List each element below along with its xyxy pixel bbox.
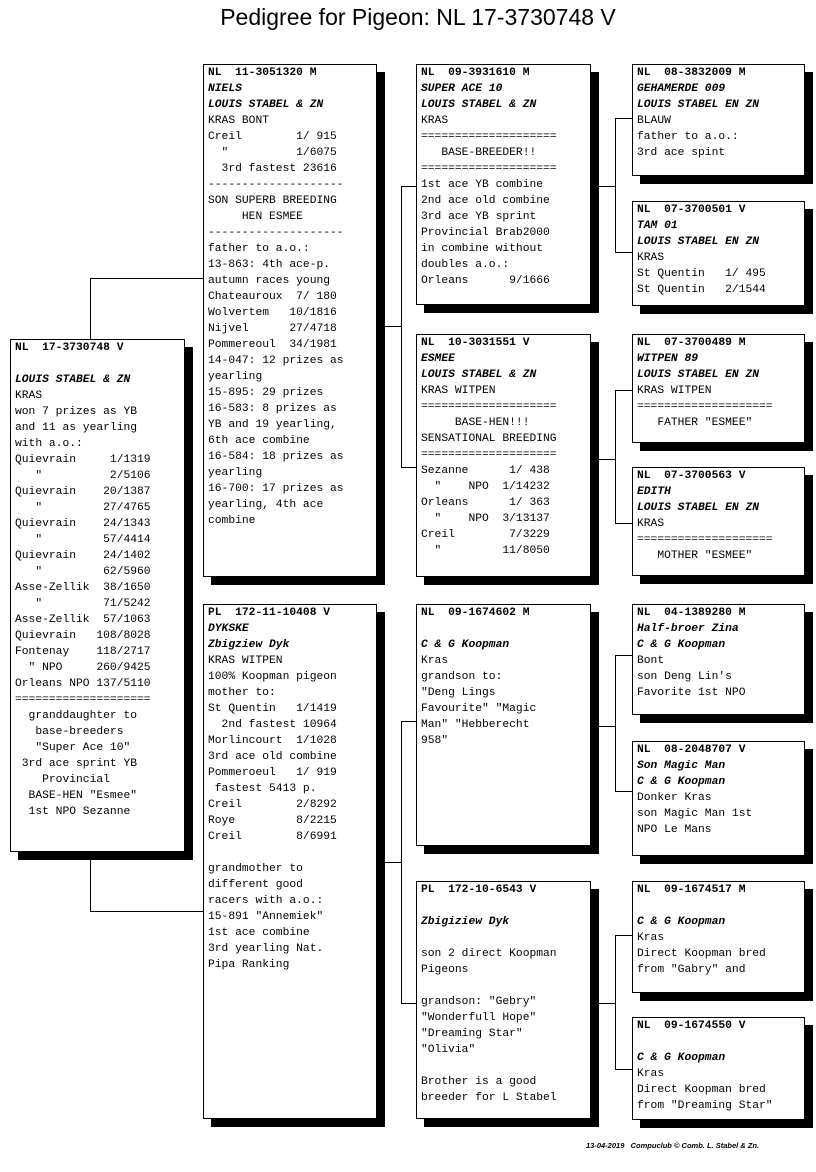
pedigree-line: 16-584: 18 prizes as xyxy=(208,451,344,463)
ring-number: NL 11-3051320 M xyxy=(208,67,317,79)
connector-line xyxy=(615,523,633,524)
pedigree-line: 3rd ace spint xyxy=(637,147,726,159)
pedigree-line: 1st ace combine xyxy=(208,927,310,939)
pedigree-line: granddaughter to xyxy=(15,710,138,722)
connector-line xyxy=(90,911,204,912)
connector-line xyxy=(615,1069,633,1070)
pedigree-line: 16-700: 17 prizes as xyxy=(208,483,344,495)
ring-number: NL 10-3031551 V xyxy=(421,337,530,349)
pedigree-line: KRAS xyxy=(637,518,665,530)
pedigree-line xyxy=(421,978,586,994)
pedigree-card-granddam-maternal xyxy=(416,881,591,1119)
pedigree-line: Orleans 1/ 363 xyxy=(421,497,550,509)
pedigree-line: " 57/4414 xyxy=(15,534,151,546)
pedigree-line: autumn races young xyxy=(208,275,331,287)
pedigree-line: BASE-HEN "Esmee" xyxy=(15,790,138,802)
pedigree-line: Quievrain 24/1343 xyxy=(15,518,151,530)
pedigree-line: Kras xyxy=(421,655,449,667)
pedigree-line: " 11/8050 xyxy=(421,545,550,557)
ring-number: PL 172-10-6543 V xyxy=(421,884,537,896)
pedigree-line: Pommereoul 34/1981 xyxy=(208,339,337,351)
pedigree-line: yearling, 4th ace xyxy=(208,499,324,511)
pedigree-line: Sezanne 1/ 438 xyxy=(421,465,550,477)
pedigree-line: Quievrain 108/8028 xyxy=(15,630,151,642)
pedigree-line: son 2 direct Koopman xyxy=(421,948,557,960)
pedigree-line: C & G Koopman xyxy=(637,916,726,928)
pedigree-line: 100% Koopman pigeon xyxy=(208,671,337,683)
pedigree-line: LOUIS STABEL & ZN xyxy=(15,374,131,386)
pedigree-line: yearling xyxy=(208,467,263,479)
pedigree-line: " 2/5106 xyxy=(15,470,151,482)
pedigree-line: GEHAMERDE 009 xyxy=(637,83,726,95)
pedigree-line: Quievrain 1/1319 xyxy=(15,454,151,466)
pedigree-card-grandsire-paternal xyxy=(416,64,591,305)
connector-line xyxy=(615,655,633,656)
pedigree-card-ggparent-7 xyxy=(632,881,805,993)
pedigree-line: 3rd fastest 23616 xyxy=(208,163,337,175)
pedigree-line: father to a.o.: xyxy=(208,243,310,255)
pedigree-line: C & G Koopman xyxy=(637,639,726,651)
pedigree-line: Half-broer Zina xyxy=(637,623,739,635)
pedigree-line: ==================== xyxy=(637,401,773,413)
pedigree-card-ggparent-6 xyxy=(632,741,805,856)
pedigree-line: Wolvertem 10/1816 xyxy=(208,307,337,319)
pedigree-line: Kras xyxy=(637,932,665,944)
pedigree-line: Quievrain 20/1387 xyxy=(15,486,151,498)
connector-line xyxy=(615,655,616,792)
pedigree-line: grandson to: xyxy=(421,671,503,683)
pedigree-line: Morlincourt 1/1028 xyxy=(208,735,337,747)
connector-line xyxy=(615,390,633,391)
pedigree-line xyxy=(637,1034,800,1050)
pedigree-line: 16-583: 8 prizes as xyxy=(208,403,337,415)
pedigree-line: Direct Koopman bred xyxy=(637,1084,766,1096)
connector-line xyxy=(615,935,633,936)
pedigree-line: different good xyxy=(208,879,303,891)
pedigree-line: 13-863: 4th ace-p. xyxy=(208,259,331,271)
pedigree-line: -------------------- xyxy=(208,227,344,239)
pedigree-card-ggparent-1 xyxy=(632,64,805,176)
pedigree-line: ==================== xyxy=(15,694,151,706)
pedigree-line: Roye 8/2215 xyxy=(208,815,337,827)
pedigree-line: Donker Kras xyxy=(637,792,712,804)
pedigree-line: SUPER ACE 10 xyxy=(421,83,503,95)
ring-number: NL 08-3832009 M xyxy=(637,67,746,79)
pedigree-line: LOUIS STABEL EN ZN xyxy=(637,236,760,248)
pedigree-line: son Magic Man 1st xyxy=(637,808,753,820)
pedigree-card-ggparent-4 xyxy=(632,467,805,576)
connector-line xyxy=(401,1003,417,1004)
pedigree-line: breeder for L Stabel xyxy=(421,1092,557,1104)
pedigree-line: KRAS WITPEN xyxy=(208,655,283,667)
ring-number: NL 04-1389280 M xyxy=(637,607,746,619)
pedigree-line: 2nd ace old combine xyxy=(421,195,550,207)
connector-line xyxy=(401,721,402,1004)
connector-line xyxy=(401,186,417,187)
footer-credit: 13-04-2019 Compuclub © Comb. L. Stabel & Zn. xyxy=(586,1141,760,1150)
pedigree-line: in combine without xyxy=(421,243,544,255)
pedigree-line xyxy=(421,898,586,914)
pedigree-line: from "Gabry" and xyxy=(637,964,746,976)
pedigree-line: DYKSKE xyxy=(208,623,249,635)
pedigree-line: 2nd fastest 10964 xyxy=(208,719,337,731)
pedigree-line: from "Dreaming Star" xyxy=(637,1100,773,1112)
pedigree-line: 3rd ace old combine xyxy=(208,751,337,763)
pedigree-line: KRAS xyxy=(637,252,665,264)
pedigree-line: Creil 1/ 915 xyxy=(208,131,337,143)
pedigree-card-ggparent-5 xyxy=(632,604,805,715)
pedigree-line: Pigeons xyxy=(421,964,469,976)
pedigree-line: Direct Koopman bred xyxy=(637,948,766,960)
pedigree-line: BASE-HEN!!! xyxy=(421,417,530,429)
pedigree-line: ESMEE xyxy=(421,353,455,365)
pedigree-line: " NPO 260/9425 xyxy=(15,662,151,674)
pedigree-line: racers with a.o.: xyxy=(208,895,324,907)
pedigree-card-granddam-paternal xyxy=(416,334,591,577)
pedigree-line: " NPO 3/13137 xyxy=(421,513,550,525)
pedigree-line: MOTHER "ESMEE" xyxy=(637,550,753,562)
connector-line xyxy=(615,390,616,524)
pedigree-line: LOUIS STABEL & ZN xyxy=(208,99,324,111)
pedigree-card-grandsire-maternal xyxy=(416,604,591,846)
ring-number: NL 09-1674602 M xyxy=(421,607,530,619)
pedigree-line: St Quentin 2/1544 xyxy=(637,284,766,296)
connector-line xyxy=(401,467,417,468)
connector-line xyxy=(615,935,616,1070)
ring-number: NL 09-3931610 M xyxy=(421,67,530,79)
connector-line xyxy=(598,1003,615,1004)
pedigree-line: son Deng Lin's xyxy=(637,671,732,683)
pedigree-line: 3rd ace YB sprint xyxy=(421,211,537,223)
pedigree-card-ggparent-8 xyxy=(632,1017,805,1120)
pedigree-line xyxy=(15,356,180,372)
connector-line xyxy=(401,186,402,468)
page-title: Pedigree for Pigeon: NL 17-3730748 V xyxy=(220,4,616,30)
pedigree-line: Zbigiziew Dyk xyxy=(421,916,510,928)
pedigree-line: C & G Koopman xyxy=(637,776,726,788)
pedigree-line: " 27/4765 xyxy=(15,502,151,514)
pedigree-line: "Dreaming Star" xyxy=(421,1028,523,1040)
pedigree-line: BLAUW xyxy=(637,115,671,127)
pedigree-line: YB and 19 yearling, xyxy=(208,419,337,431)
pedigree-line: Provincial Brab2000 xyxy=(421,227,550,239)
pedigree-line: Bont xyxy=(637,655,665,667)
pedigree-line: Orleans 9/1666 xyxy=(421,275,550,287)
pedigree-line: with a.o.: xyxy=(15,438,83,450)
pedigree-line: Quievrain 24/1402 xyxy=(15,550,151,562)
pedigree-line: Fontenay 118/2717 xyxy=(15,646,151,658)
connector-line xyxy=(615,252,633,253)
connector-line xyxy=(615,118,616,253)
pedigree-line: SON SUPERB BREEDING xyxy=(208,195,337,207)
pedigree-line: WITPEN 89 xyxy=(637,353,699,365)
ring-number: NL 07-3700489 M xyxy=(637,337,746,349)
pedigree-line: combine xyxy=(208,515,256,527)
connector-line xyxy=(615,118,633,119)
pedigree-line: " 62/5960 xyxy=(15,566,151,578)
pedigree-line: fastest 5413 p. xyxy=(208,783,317,795)
pedigree-line: "Olivia" xyxy=(421,1044,476,1056)
pedigree-line: 958" xyxy=(421,735,449,747)
pedigree-line: KRAS WITPEN xyxy=(421,385,496,397)
pedigree-line: " NPO 1/14232 xyxy=(421,481,550,493)
pedigree-line: base-breeders xyxy=(15,726,124,738)
pedigree-line: father to a.o.: xyxy=(637,131,739,143)
pedigree-card-ggparent-3 xyxy=(632,334,805,443)
pedigree-line: ==================== xyxy=(421,163,557,175)
connector-line xyxy=(384,326,401,327)
pedigree-line: BASE-BREEDER!! xyxy=(421,147,537,159)
pedigree-line: St Quentin 1/1419 xyxy=(208,703,337,715)
ring-number: NL 07-3700563 V xyxy=(637,470,746,482)
pedigree-line: Asse-Zellik 57/1063 xyxy=(15,614,151,626)
pedigree-card-father xyxy=(203,64,377,577)
connector-line xyxy=(90,278,91,340)
pedigree-line: LOUIS STABEL & ZN xyxy=(421,369,537,381)
pedigree-line: ==================== xyxy=(421,449,557,461)
pedigree-line: "Deng Lings xyxy=(421,687,496,699)
pedigree-line: KRAS xyxy=(15,390,43,402)
pedigree-line: -------------------- xyxy=(208,179,344,191)
pedigree-line: ==================== xyxy=(421,401,557,413)
pedigree-line: 1st NPO Sezanne xyxy=(15,806,131,818)
pedigree-line: St Quentin 1/ 495 xyxy=(637,268,766,280)
pedigree-line: Pipa Ranking xyxy=(208,959,290,971)
pedigree-line: mother to: xyxy=(208,687,276,699)
pedigree-line: grandson: "Gebry" xyxy=(421,996,537,1008)
pedigree-line: C & G Koopman xyxy=(421,639,510,651)
pedigree-line: 15-895: 29 prizes xyxy=(208,387,324,399)
connector-line xyxy=(598,186,615,187)
pedigree-line xyxy=(421,1058,586,1074)
pedigree-line: Favourite" "Magic xyxy=(421,703,537,715)
pedigree-line: KRAS BONT xyxy=(208,115,270,127)
pedigree-line: Chateauroux 7/ 180 xyxy=(208,291,337,303)
pedigree-line: Asse-Zellik 38/1650 xyxy=(15,582,151,594)
pedigree-line: KRAS xyxy=(421,115,449,127)
pedigree-line: 3rd yearling Nat. xyxy=(208,943,324,955)
connector-line xyxy=(598,459,615,460)
pedigree-line: "Super Ace 10" xyxy=(15,742,131,754)
pedigree-line: " 1/6075 xyxy=(208,147,337,159)
pedigree-line: Provincial xyxy=(15,774,110,786)
pedigree-line: yearling xyxy=(208,371,263,383)
pedigree-line: HEN ESMEE xyxy=(208,211,303,223)
pedigree-line xyxy=(421,930,586,946)
pedigree-line: Creil 2/8292 xyxy=(208,799,337,811)
pedigree-line: EDITH xyxy=(637,486,671,498)
connector-line xyxy=(615,791,633,792)
pedigree-line: won 7 prizes as YB xyxy=(15,406,138,418)
pedigree-line xyxy=(208,845,372,861)
connector-line xyxy=(384,862,401,863)
pedigree-line: LOUIS STABEL EN ZN xyxy=(637,99,760,111)
pedigree-line: NIELS xyxy=(208,83,242,95)
ring-number: NL 17-3730748 V xyxy=(15,342,124,354)
connector-line xyxy=(598,726,615,727)
connector-line xyxy=(90,852,91,912)
pedigree-line: Son Magic Man xyxy=(637,760,726,772)
pedigree-line: Creil 8/6991 xyxy=(208,831,337,843)
pedigree-line: LOUIS STABEL & ZN xyxy=(421,99,537,111)
pedigree-line: KRAS WITPEN xyxy=(637,385,712,397)
pedigree-line: SENSATIONAL BREEDING xyxy=(421,433,557,445)
pedigree-line: "Wonderfull Hope" xyxy=(421,1012,537,1024)
pedigree-line: " 71/5242 xyxy=(15,598,151,610)
pedigree-line: Creil 7/3229 xyxy=(421,529,550,541)
pedigree-line: 3rd ace sprint YB xyxy=(15,758,138,770)
pedigree-line: Orleans NPO 137/5110 xyxy=(15,678,151,690)
pedigree-line: TAM 01 xyxy=(637,220,678,232)
pedigree-line: Favorite 1st NPO xyxy=(637,687,746,699)
pedigree-line: Pommeroeul 1/ 919 xyxy=(208,767,337,779)
ring-number: NL 07-3700501 V xyxy=(637,204,746,216)
pedigree-line: Brother is a good xyxy=(421,1076,537,1088)
pedigree-line: grandmother to xyxy=(208,863,303,875)
pedigree-line: C & G Koopman xyxy=(637,1052,726,1064)
pedigree-card-mother xyxy=(203,604,377,1119)
pedigree-line: 14-047: 12 prizes as xyxy=(208,355,344,367)
pedigree-line: 15-891 "Annemiek" xyxy=(208,911,324,923)
pedigree-line: Kras xyxy=(637,1068,665,1080)
pedigree-line: ==================== xyxy=(421,131,557,143)
pedigree-line: doubles a.o.: xyxy=(421,259,510,271)
pedigree-card-ggparent-2 xyxy=(632,201,805,306)
ring-number: PL 172-11-10408 V xyxy=(208,607,331,619)
ring-number: NL 09-1674550 V xyxy=(637,1020,746,1032)
pedigree-line xyxy=(637,898,800,914)
ring-number: NL 09-1674517 M xyxy=(637,884,746,896)
pedigree-line: 6th ace combine xyxy=(208,435,310,447)
connector-line xyxy=(401,721,417,722)
pedigree-line xyxy=(421,621,586,637)
pedigree-line: Zbigziew Dyk xyxy=(208,639,290,651)
pedigree-line: LOUIS STABEL EN ZN xyxy=(637,502,760,514)
pedigree-card-subject xyxy=(10,339,185,852)
pedigree-line: NPO Le Mans xyxy=(637,824,712,836)
pedigree-line: FATHER "ESMEE" xyxy=(637,417,753,429)
pedigree-line: LOUIS STABEL EN ZN xyxy=(637,369,760,381)
pedigree-line: Man" "Hebberecht xyxy=(421,719,530,731)
connector-line xyxy=(90,278,204,279)
pedigree-line: ==================== xyxy=(637,534,773,546)
ring-number: NL 08-2048707 V xyxy=(637,744,746,756)
pedigree-line: 1st ace YB combine xyxy=(421,179,544,191)
pedigree-line: and 11 as yearling xyxy=(15,422,138,434)
pedigree-line: Nijvel 27/4718 xyxy=(208,323,337,335)
